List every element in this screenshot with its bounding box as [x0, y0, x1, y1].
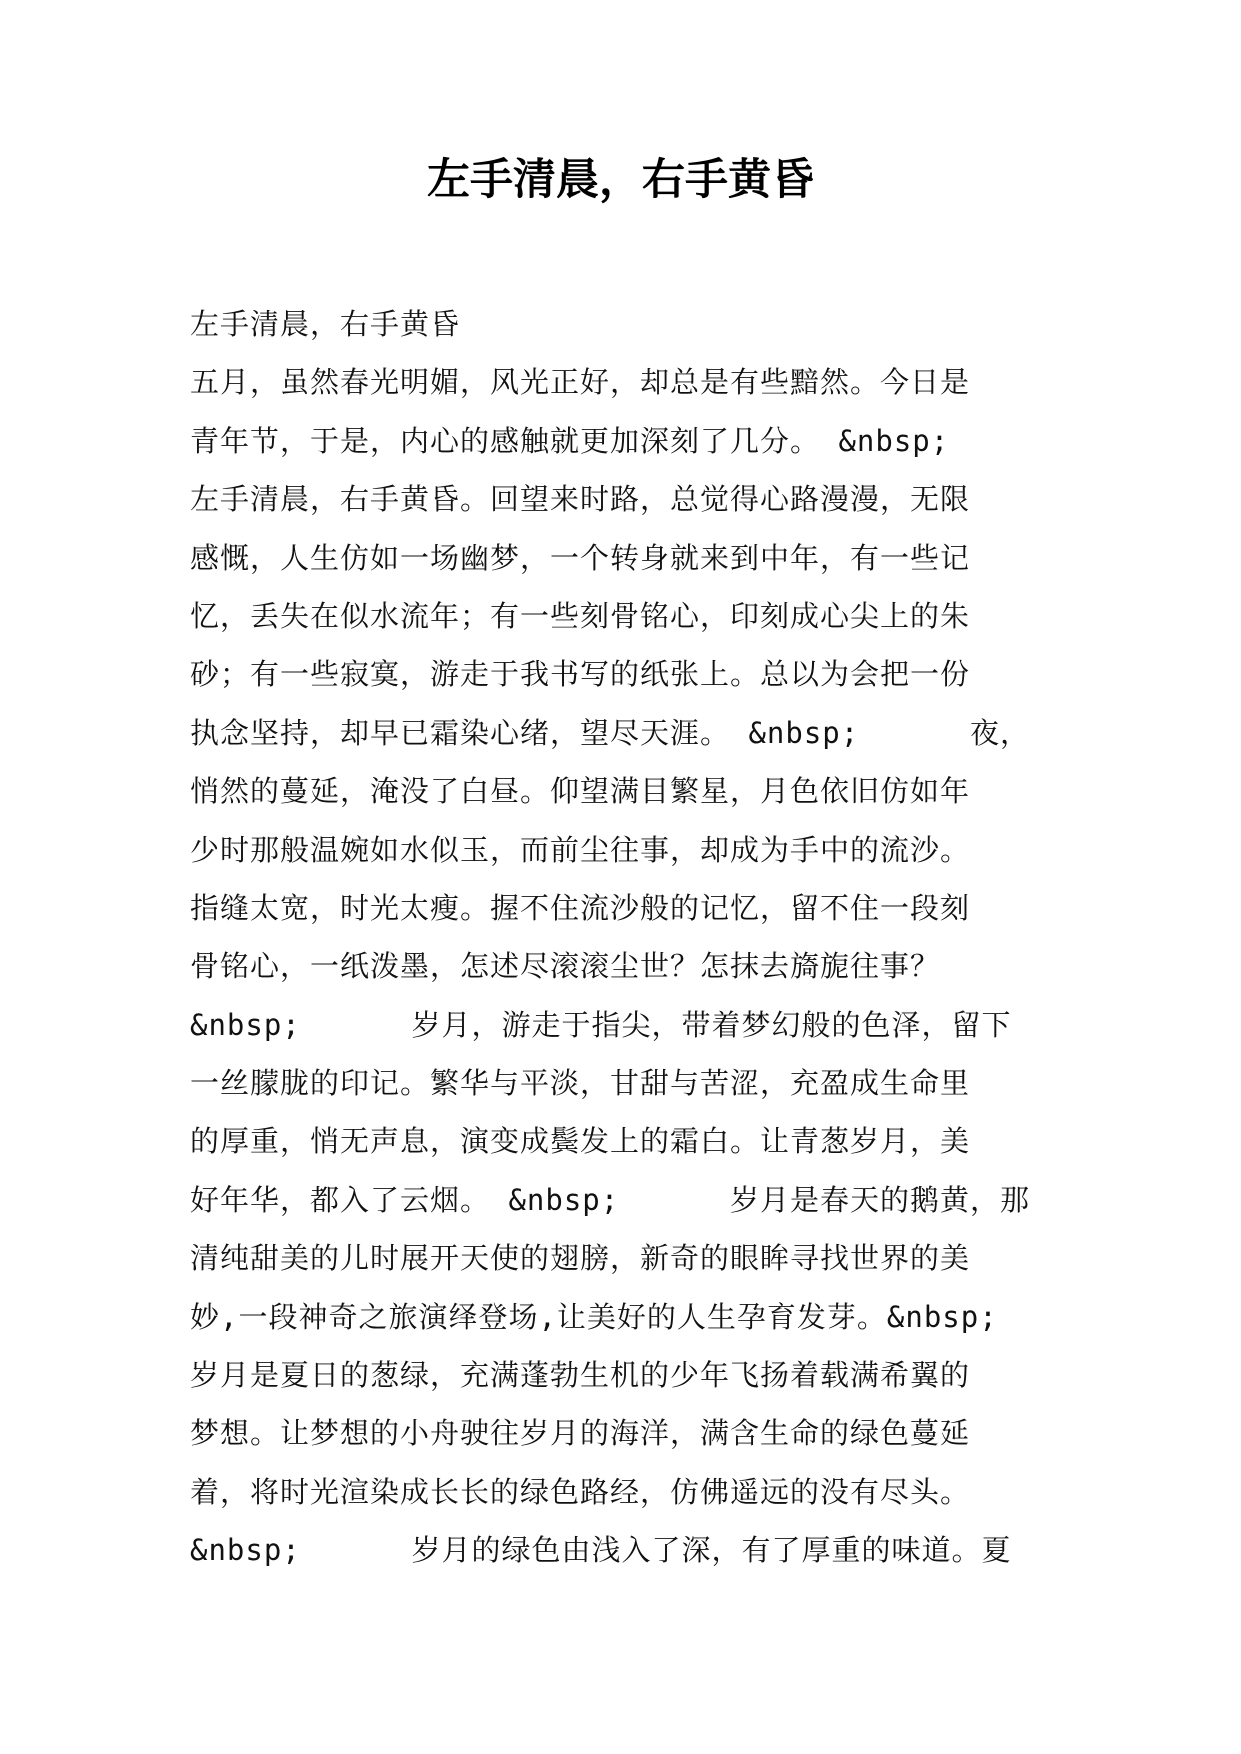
text-line: 青年节，于是，内心的感触就更加深刻了几分。 &nbsp; — [190, 423, 950, 458]
text-line: 执念坚持，却早已霜染心绪，望尽天涯。 &nbsp; 夜， — [190, 715, 1030, 750]
text-line: 感慨，人生仿如一场幽梦，一个转身就来到中年，有一些记 — [190, 540, 971, 575]
text-line: 指缝太宽，时光太瘦。握不住流沙般的记忆，留不住一段刻 — [190, 890, 971, 925]
text-line: 五月，虽然春光明媚，风光正好，却总是有些黯然。今日是 — [190, 365, 971, 400]
text-line: &nbsp; 岁月的绿色由浅入了深，有了厚重的味道。夏 — [190, 1533, 1012, 1568]
text-line: 忆，丢失在似水流年；有一些刻骨铭心，印刻成心尖上的朱 — [190, 598, 971, 633]
text-line: 砂；有一些寂寞，游走于我书写的纸张上。总以为会把一份 — [190, 657, 971, 692]
text-line: 左手清晨，右手黄昏。回望来时路，总觉得心路漫漫，无限 — [190, 482, 971, 517]
text-line: 左手清晨，右手黄昏 — [190, 307, 461, 341]
text-line: &nbsp; 岁月，游走于指尖，带着梦幻般的色泽，留下 — [190, 1007, 1012, 1042]
text-line: 骨铭心，一纸泼墨，怎述尽滚滚尘世？怎抹去旖旎往事？ — [190, 949, 941, 984]
page-title: 左手清晨，右手黄昏 — [427, 155, 814, 205]
text-line: 一丝朦胧的印记。繁华与平淡，甘甜与苦涩，充盈成生命里 — [190, 1066, 971, 1101]
text-line: 妙,一段神奇之旅演绎登场,让美好的人生孕育发芽。&nbsp; — [190, 1299, 998, 1334]
text-line: 岁月是夏日的葱绿，充满蓬勃生机的少年飞扬着载满希翼的 — [190, 1358, 971, 1393]
text-line: 少时那般温婉如水似玉，而前尘往事，却成为手中的流沙。 — [190, 832, 971, 867]
text-line: 悄然的蔓延，淹没了白昼。仰望满目繁星，月色依旧仿如年 — [190, 774, 971, 809]
text-line: 好年华，都入了云烟。 &nbsp; 岁月是春天的鹅黄，那 — [190, 1182, 1030, 1217]
text-line: 清纯甜美的儿时展开天使的翅膀，新奇的眼眸寻找世界的美 — [190, 1241, 971, 1276]
text-line: 着，将时光渲染成长长的绿色路经，仿佛遥远的没有尽头。 — [190, 1474, 971, 1509]
article-body — [190, 295, 1060, 1580]
text-line: 梦想。让梦想的小舟驶往岁月的海洋，满含生命的绿色蔓延 — [190, 1416, 971, 1451]
text-line: 的厚重，悄无声息，演变成鬓发上的霜白。让青葱岁月，美 — [190, 1124, 971, 1159]
